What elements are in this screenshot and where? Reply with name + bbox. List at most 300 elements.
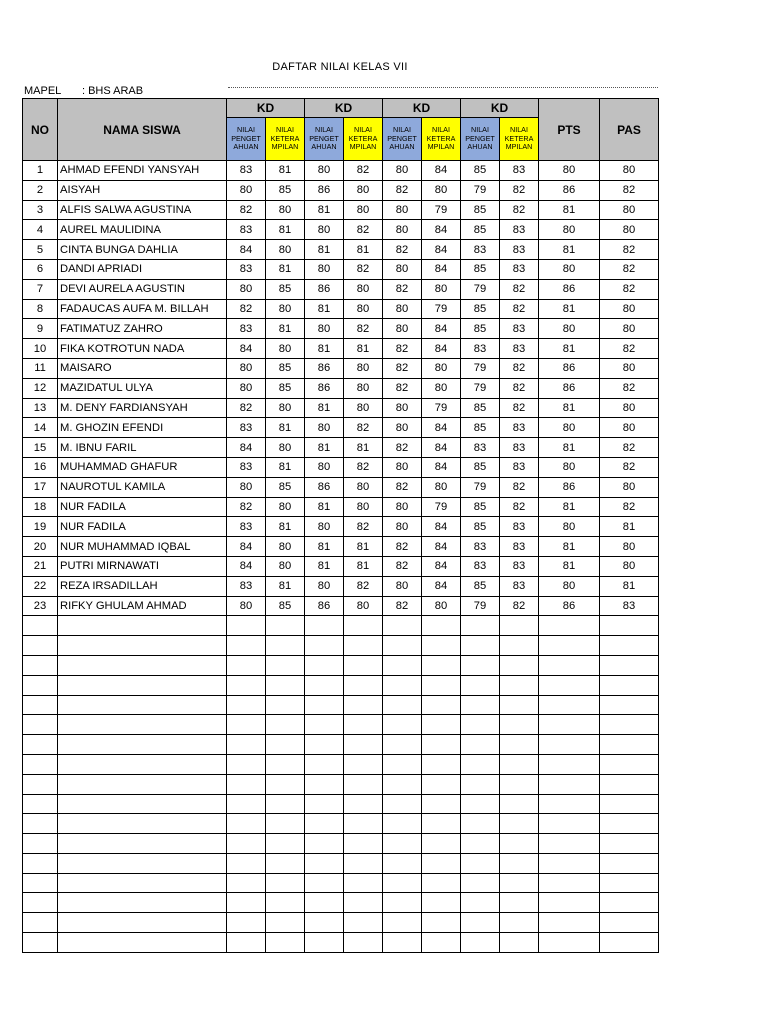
cell-pas xyxy=(600,853,659,873)
table-row xyxy=(23,715,659,735)
cell-pts: 86 xyxy=(539,477,600,497)
cell-score xyxy=(500,893,539,913)
cell-score: 83 xyxy=(500,240,539,260)
cell-pts xyxy=(539,655,600,675)
table-row xyxy=(23,477,659,497)
cell-score: 80 xyxy=(266,556,305,576)
subheader-line: NILAI xyxy=(276,125,294,135)
cell-score xyxy=(461,616,500,636)
cell-no: 22 xyxy=(23,576,58,596)
cell-score xyxy=(422,754,461,774)
cell-score: 83 xyxy=(227,517,266,537)
cell-score xyxy=(500,715,539,735)
cell-score xyxy=(227,893,266,913)
dotted-line xyxy=(228,86,658,88)
cell-score xyxy=(422,715,461,735)
cell-score: 83 xyxy=(227,418,266,438)
cell-pas: 80 xyxy=(600,220,659,240)
cell-pas: 82 xyxy=(600,259,659,279)
cell-score xyxy=(383,913,422,933)
cell-score: 84 xyxy=(422,319,461,339)
table-row xyxy=(23,180,659,200)
cell-score: 86 xyxy=(305,180,344,200)
cell-no: 5 xyxy=(23,240,58,260)
cell-score: 84 xyxy=(422,537,461,557)
cell-score: 82 xyxy=(500,378,539,398)
cell-score: 80 xyxy=(344,358,383,378)
cell-student-name xyxy=(58,616,227,636)
cell-score: 82 xyxy=(344,457,383,477)
cell-student-name: FATIMATUZ ZAHRO xyxy=(58,319,227,339)
header-pts: PTS xyxy=(539,99,600,161)
cell-score: 86 xyxy=(305,279,344,299)
cell-score: 82 xyxy=(500,180,539,200)
subheader-line: KETERA xyxy=(426,133,456,143)
subheader-line: AHUAN xyxy=(389,142,415,152)
subheader-skill-4 xyxy=(500,118,539,161)
cell-score xyxy=(383,853,422,873)
cell-score xyxy=(383,616,422,636)
cell-no: 10 xyxy=(23,339,58,359)
cell-pas: 80 xyxy=(600,319,659,339)
cell-score: 80 xyxy=(383,200,422,220)
cell-no: 8 xyxy=(23,299,58,319)
table-row xyxy=(23,616,659,636)
cell-pts: 81 xyxy=(539,240,600,260)
cell-score: 86 xyxy=(305,477,344,497)
table-row xyxy=(23,537,659,557)
cell-score xyxy=(344,814,383,834)
cell-score: 85 xyxy=(461,497,500,517)
cell-score: 79 xyxy=(422,200,461,220)
cell-score xyxy=(305,814,344,834)
cell-score: 82 xyxy=(383,180,422,200)
cell-score: 79 xyxy=(422,299,461,319)
cell-score: 79 xyxy=(461,180,500,200)
subheader-line: MPILAN xyxy=(349,142,377,152)
cell-score: 80 xyxy=(227,279,266,299)
cell-pts: 86 xyxy=(539,279,600,299)
cell-score xyxy=(383,754,422,774)
subheader-line: PENGET xyxy=(465,133,495,143)
cell-score: 84 xyxy=(422,556,461,576)
cell-score: 85 xyxy=(461,517,500,537)
cell-score xyxy=(461,636,500,656)
cell-score: 82 xyxy=(383,240,422,260)
cell-score: 80 xyxy=(344,279,383,299)
header-kd-2: KD xyxy=(305,99,383,118)
cell-score xyxy=(227,735,266,755)
table-row xyxy=(23,596,659,616)
cell-pas xyxy=(600,616,659,636)
cell-score xyxy=(305,873,344,893)
cell-score: 83 xyxy=(500,457,539,477)
cell-pas: 80 xyxy=(600,477,659,497)
cell-score: 83 xyxy=(461,438,500,458)
cell-score: 79 xyxy=(461,378,500,398)
cell-score xyxy=(266,675,305,695)
cell-score: 84 xyxy=(422,240,461,260)
cell-pts xyxy=(539,893,600,913)
cell-pts xyxy=(539,695,600,715)
cell-pts: 81 xyxy=(539,438,600,458)
cell-score: 81 xyxy=(305,438,344,458)
cell-score: 83 xyxy=(500,259,539,279)
cell-score: 80 xyxy=(344,200,383,220)
cell-score: 82 xyxy=(383,358,422,378)
cell-score: 81 xyxy=(344,556,383,576)
cell-score xyxy=(266,814,305,834)
table-row xyxy=(23,457,659,477)
cell-score: 80 xyxy=(383,457,422,477)
cell-score xyxy=(266,794,305,814)
cell-score xyxy=(500,695,539,715)
cell-pts: 86 xyxy=(539,180,600,200)
cell-no xyxy=(23,893,58,913)
cell-score xyxy=(461,754,500,774)
cell-no xyxy=(23,913,58,933)
cell-score xyxy=(422,655,461,675)
cell-score: 83 xyxy=(500,556,539,576)
cell-score xyxy=(266,933,305,953)
cell-score xyxy=(266,893,305,913)
cell-score: 82 xyxy=(500,596,539,616)
cell-score xyxy=(383,715,422,735)
cell-pts: 80 xyxy=(539,517,600,537)
cell-score: 81 xyxy=(344,240,383,260)
cell-score xyxy=(422,794,461,814)
cell-score xyxy=(305,695,344,715)
cell-score: 80 xyxy=(422,477,461,497)
cell-no xyxy=(23,933,58,953)
cell-score xyxy=(500,754,539,774)
cell-score: 79 xyxy=(461,279,500,299)
table-row xyxy=(23,438,659,458)
cell-score: 83 xyxy=(227,220,266,240)
cell-score xyxy=(305,834,344,854)
cell-score: 82 xyxy=(500,279,539,299)
cell-score xyxy=(383,695,422,715)
cell-no: 15 xyxy=(23,438,58,458)
cell-pts: 80 xyxy=(539,576,600,596)
cell-score: 82 xyxy=(344,418,383,438)
cell-pts xyxy=(539,675,600,695)
cell-score: 81 xyxy=(305,200,344,220)
cell-score xyxy=(383,675,422,695)
cell-score: 80 xyxy=(266,398,305,418)
cell-student-name: ALFIS SALWA AGUSTINA xyxy=(58,200,227,220)
cell-score: 84 xyxy=(422,418,461,438)
cell-score xyxy=(500,655,539,675)
cell-pas xyxy=(600,695,659,715)
cell-student-name xyxy=(58,636,227,656)
cell-pts xyxy=(539,774,600,794)
cell-student-name: NUR FADILA xyxy=(58,517,227,537)
cell-pts xyxy=(539,735,600,755)
cell-score: 80 xyxy=(266,339,305,359)
cell-score: 80 xyxy=(305,457,344,477)
cell-score: 80 xyxy=(305,259,344,279)
subheader-line: NILAI xyxy=(471,125,489,135)
cell-score: 80 xyxy=(422,596,461,616)
cell-score xyxy=(344,616,383,636)
cell-score: 80 xyxy=(383,497,422,517)
cell-pas: 80 xyxy=(600,200,659,220)
cell-score: 81 xyxy=(266,576,305,596)
cell-no xyxy=(23,616,58,636)
cell-score: 80 xyxy=(344,477,383,497)
table-row xyxy=(23,161,659,181)
cell-pas xyxy=(600,794,659,814)
subheader-line: NILAI xyxy=(510,125,528,135)
cell-score: 81 xyxy=(305,537,344,557)
cell-score: 85 xyxy=(461,259,500,279)
subheader-line: NILAI xyxy=(432,125,450,135)
table-row xyxy=(23,636,659,656)
cell-score: 85 xyxy=(461,457,500,477)
cell-score: 83 xyxy=(500,418,539,438)
cell-score xyxy=(422,853,461,873)
cell-score xyxy=(227,913,266,933)
subheader-knowledge-1 xyxy=(227,118,266,161)
cell-no: 3 xyxy=(23,200,58,220)
cell-score xyxy=(344,853,383,873)
cell-score: 80 xyxy=(422,358,461,378)
cell-score xyxy=(227,814,266,834)
table-row xyxy=(23,933,659,953)
cell-student-name: DANDI APRIADI xyxy=(58,259,227,279)
cell-score xyxy=(305,735,344,755)
cell-pas: 80 xyxy=(600,418,659,438)
cell-score xyxy=(227,695,266,715)
cell-score: 80 xyxy=(344,378,383,398)
cell-score: 82 xyxy=(344,319,383,339)
cell-score xyxy=(227,853,266,873)
cell-student-name: M. IBNU FARIL xyxy=(58,438,227,458)
table-row xyxy=(23,655,659,675)
cell-student-name: FIKA KOTROTUN NADA xyxy=(58,339,227,359)
cell-score xyxy=(305,754,344,774)
cell-no: 16 xyxy=(23,457,58,477)
cell-score xyxy=(227,794,266,814)
cell-score xyxy=(422,873,461,893)
table-row xyxy=(23,893,659,913)
cell-score xyxy=(344,675,383,695)
cell-score: 80 xyxy=(305,576,344,596)
cell-score: 84 xyxy=(422,576,461,596)
cell-score: 82 xyxy=(500,477,539,497)
cell-score: 79 xyxy=(461,596,500,616)
cell-score xyxy=(227,933,266,953)
cell-pas: 80 xyxy=(600,161,659,181)
cell-pts: 80 xyxy=(539,319,600,339)
cell-student-name: M. DENY FARDIANSYAH xyxy=(58,398,227,418)
cell-score xyxy=(266,834,305,854)
cell-score xyxy=(383,735,422,755)
cell-score: 80 xyxy=(227,477,266,497)
cell-score xyxy=(500,735,539,755)
grade-table-body xyxy=(23,161,659,953)
cell-score xyxy=(461,675,500,695)
subheader-line: KETERA xyxy=(270,133,300,143)
cell-student-name xyxy=(58,695,227,715)
subheader-line: KETERA xyxy=(504,133,534,143)
cell-score: 81 xyxy=(266,457,305,477)
cell-score: 82 xyxy=(383,556,422,576)
cell-score: 86 xyxy=(305,378,344,398)
cell-score xyxy=(422,695,461,715)
cell-score: 80 xyxy=(266,299,305,319)
cell-score xyxy=(461,794,500,814)
cell-score: 82 xyxy=(383,279,422,299)
cell-pas: 82 xyxy=(600,180,659,200)
cell-score xyxy=(344,754,383,774)
cell-score xyxy=(422,616,461,636)
cell-pts xyxy=(539,834,600,854)
cell-score xyxy=(266,913,305,933)
cell-pas: 80 xyxy=(600,299,659,319)
table-row xyxy=(23,358,659,378)
cell-score: 83 xyxy=(227,457,266,477)
cell-score: 80 xyxy=(383,398,422,418)
cell-no xyxy=(23,754,58,774)
subheader-line: MPILAN xyxy=(505,142,533,152)
page-title: DAFTAR NILAI KELAS VII xyxy=(272,61,408,73)
cell-score xyxy=(305,655,344,675)
table-row xyxy=(23,853,659,873)
cell-score: 80 xyxy=(305,220,344,240)
table-row xyxy=(23,913,659,933)
cell-score: 82 xyxy=(344,576,383,596)
cell-score: 84 xyxy=(422,339,461,359)
cell-score: 83 xyxy=(500,339,539,359)
cell-pas: 80 xyxy=(600,358,659,378)
subheader-line: NILAI xyxy=(237,125,255,135)
cell-score: 83 xyxy=(500,220,539,240)
cell-student-name: NUR FADILA xyxy=(58,497,227,517)
cell-no: 17 xyxy=(23,477,58,497)
cell-score: 84 xyxy=(227,339,266,359)
header-kd-4: KD xyxy=(461,99,539,118)
cell-score: 81 xyxy=(266,161,305,181)
cell-no: 14 xyxy=(23,418,58,438)
cell-pts: 80 xyxy=(539,418,600,438)
cell-score: 83 xyxy=(500,319,539,339)
cell-no: 18 xyxy=(23,497,58,517)
cell-no: 6 xyxy=(23,259,58,279)
cell-score: 83 xyxy=(500,161,539,181)
cell-score xyxy=(227,754,266,774)
cell-student-name: MUHAMMAD GHAFUR xyxy=(58,457,227,477)
cell-score xyxy=(383,834,422,854)
table-row xyxy=(23,200,659,220)
cell-score xyxy=(461,873,500,893)
cell-score xyxy=(500,913,539,933)
cell-pts: 81 xyxy=(539,537,600,557)
cell-score xyxy=(422,735,461,755)
cell-score xyxy=(461,735,500,755)
cell-score: 81 xyxy=(305,556,344,576)
cell-score: 85 xyxy=(461,220,500,240)
header-nama-siswa: NAMA SISWA xyxy=(58,99,227,161)
cell-no: 21 xyxy=(23,556,58,576)
cell-score: 83 xyxy=(500,517,539,537)
cell-pts xyxy=(539,616,600,636)
cell-pts: 81 xyxy=(539,556,600,576)
subheader-skill-1 xyxy=(266,118,305,161)
cell-pts xyxy=(539,873,600,893)
cell-no xyxy=(23,814,58,834)
cell-pas xyxy=(600,655,659,675)
cell-score xyxy=(344,834,383,854)
cell-score: 85 xyxy=(266,596,305,616)
cell-score: 81 xyxy=(305,497,344,517)
cell-score xyxy=(227,636,266,656)
cell-no: 19 xyxy=(23,517,58,537)
cell-score: 81 xyxy=(305,339,344,359)
cell-score: 80 xyxy=(383,576,422,596)
cell-score xyxy=(344,913,383,933)
cell-score xyxy=(266,853,305,873)
cell-no xyxy=(23,636,58,656)
cell-pas: 82 xyxy=(600,240,659,260)
cell-score: 80 xyxy=(227,378,266,398)
cell-no xyxy=(23,834,58,854)
table-row xyxy=(23,378,659,398)
cell-student-name: MAISARO xyxy=(58,358,227,378)
cell-score xyxy=(500,636,539,656)
cell-score xyxy=(500,774,539,794)
cell-score xyxy=(344,655,383,675)
cell-student-name: MAZIDATUL ULYA xyxy=(58,378,227,398)
cell-pas xyxy=(600,735,659,755)
cell-score: 81 xyxy=(266,220,305,240)
cell-score xyxy=(344,933,383,953)
cell-student-name xyxy=(58,675,227,695)
cell-score xyxy=(422,834,461,854)
cell-pas xyxy=(600,715,659,735)
cell-score: 85 xyxy=(461,319,500,339)
table-row xyxy=(23,319,659,339)
cell-score: 80 xyxy=(383,220,422,240)
cell-score: 82 xyxy=(344,517,383,537)
cell-score: 82 xyxy=(500,299,539,319)
cell-score: 84 xyxy=(227,556,266,576)
subheader-line: PENGET xyxy=(231,133,261,143)
cell-pas: 82 xyxy=(600,378,659,398)
cell-score xyxy=(500,933,539,953)
cell-pas xyxy=(600,636,659,656)
cell-score: 85 xyxy=(461,161,500,181)
table-row xyxy=(23,279,659,299)
cell-no: 12 xyxy=(23,378,58,398)
subheader-line: NILAI xyxy=(393,125,411,135)
cell-score: 85 xyxy=(461,200,500,220)
cell-pas xyxy=(600,814,659,834)
cell-score xyxy=(227,675,266,695)
cell-pas: 83 xyxy=(600,596,659,616)
cell-pts: 86 xyxy=(539,378,600,398)
cell-score xyxy=(305,933,344,953)
subheader-knowledge-2 xyxy=(305,118,344,161)
cell-score: 82 xyxy=(383,339,422,359)
cell-score: 82 xyxy=(500,398,539,418)
cell-score: 83 xyxy=(500,576,539,596)
cell-pts: 80 xyxy=(539,457,600,477)
cell-student-name xyxy=(58,893,227,913)
cell-pas xyxy=(600,933,659,953)
cell-student-name xyxy=(58,655,227,675)
